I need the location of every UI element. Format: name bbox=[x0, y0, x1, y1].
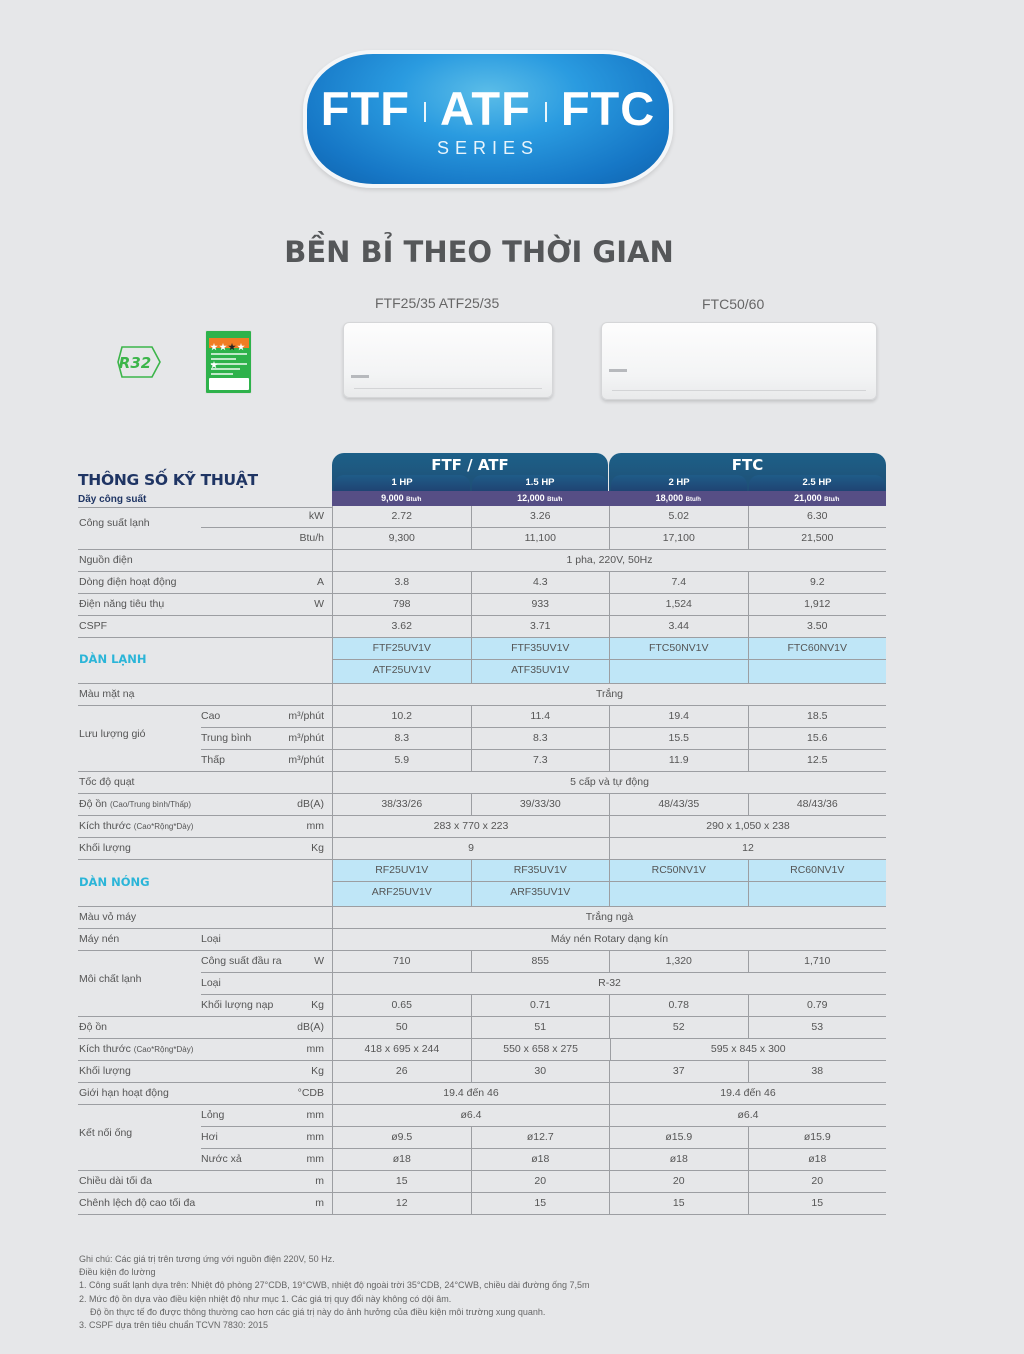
header-btu-3: 18,000 Btu/h bbox=[655, 493, 701, 503]
header-hp-2: 2 HP bbox=[611, 475, 747, 491]
indoor-unit-ftc-image bbox=[601, 322, 877, 400]
header-btu-4: 21,000 Btu/h bbox=[794, 493, 840, 503]
table-title: THÔNG SỐ KỸ THUẬT bbox=[78, 471, 258, 489]
table-row: Lưu lượng gió Cao m³/phút 10.2 11.4 19.4 18.5 bbox=[78, 706, 886, 728]
header-btu-2: 12,000 Btu/h bbox=[517, 493, 563, 503]
table-row: Công suất lạnh kW 2.72 3.26 5.02 6.30 bbox=[78, 506, 886, 528]
note-line: 2. Mức độ ồn dựa vào điều kiện nhiệt độ như mục 1. Các giá trị quy đổi này không có dội âm. bbox=[79, 1293, 452, 1304]
note-line: Điều kiện đo lường bbox=[79, 1267, 156, 1278]
footnotes bbox=[79, 1253, 590, 1332]
table-subtitle: Dãy công suất bbox=[78, 494, 147, 505]
indoor-unit-ftf-atf-image bbox=[343, 322, 553, 398]
energy-stars bbox=[209, 338, 249, 348]
note-line: 1. Công suất lạnh dựa trên: Nhiệt độ phòng 27°CDB, 19°CWB, nhiệt độ ngoài trời 35°CDB, 24°CWB, chiều dài đường ống 7,5m bbox=[79, 1280, 590, 1291]
header-btu-band bbox=[332, 491, 886, 506]
table-row: Hơi mm ø9.5 ø12.7 ø15.9 ø15.9 bbox=[78, 1127, 886, 1149]
table-row: Điện năng tiêu thụ W 798 933 1,524 1,912 bbox=[78, 594, 886, 616]
table-row: ATF25UV1V ATF35UV1V bbox=[78, 660, 886, 684]
table-row: Khối lượng Kg 26 30 37 38 bbox=[78, 1061, 886, 1083]
r32-refrigerant-icon bbox=[116, 345, 162, 379]
table-row: Nguồn điện 1 pha, 220V, 50Hz bbox=[78, 550, 886, 572]
table-row: Máy nén Loại Máy nén Rotary dạng kín bbox=[78, 929, 886, 951]
table-row: Loại R-32 bbox=[78, 973, 886, 995]
table-row: CSPF 3.62 3.71 3.44 3.50 bbox=[78, 616, 886, 638]
series-model-atf: ATF bbox=[439, 82, 531, 135]
header-btu-1: 9,000 Btu/h bbox=[381, 493, 422, 503]
table-row: Kích thước (Cao*Rộng*Dày) mm 283 x 770 x 223 290 x 1,050 x 238 bbox=[78, 816, 886, 838]
series-subtitle: SERIES bbox=[436, 138, 540, 158]
separator bbox=[424, 102, 426, 122]
series-title bbox=[307, 84, 669, 134]
table-row: Độ ồn dB(A) 50 51 52 53 bbox=[78, 1017, 886, 1039]
table-row: Khối lượng nạp Kg 0.65 0.71 0.78 0.79 bbox=[78, 995, 886, 1017]
table-row: Thấp m³/phút 5.9 7.3 11.9 12.5 bbox=[78, 750, 886, 772]
table-row: ARF25UV1V ARF35UV1V bbox=[78, 882, 886, 907]
note-line: Độ ồn thực tế đo được thông thường cao hơn các giá trị này do ảnh hưởng của điều kiện môi trường xung quanh. bbox=[90, 1306, 546, 1317]
unit-caption-ftf-atf: FTF25/35 ATF25/35 bbox=[375, 295, 500, 311]
series-model-ftc: FTC bbox=[560, 82, 656, 135]
headline: BỀN BỈ THEO THỜI GIAN bbox=[284, 235, 674, 269]
table-row: Khối lượng Kg 9 12 bbox=[78, 838, 886, 860]
table-row: Btu/h 9,300 11,100 17,100 21,500 bbox=[78, 528, 886, 550]
header-group-ftf-atf: FTF / ATF bbox=[332, 453, 608, 505]
header-hp-1: 1 HP bbox=[334, 475, 470, 491]
section-indoor: DÀN LẠNH bbox=[79, 652, 147, 666]
table-row: Dòng điện hoạt động A 3.8 4.3 7.4 9.2 bbox=[78, 572, 886, 594]
table-row: Nước xả mm ø18 ø18 ø18 ø18 bbox=[78, 1149, 886, 1171]
note-line: Ghi chú: Các giá trị trên tương ứng với nguồn điện 220V, 50 Hz. bbox=[79, 1254, 335, 1264]
note-line: 3. CSPF dựa trên tiêu chuẩn TCVN 7830: 2015 bbox=[79, 1320, 268, 1331]
series-badge bbox=[303, 50, 673, 188]
table-title-block bbox=[78, 471, 258, 489]
svg-text:R32: R32 bbox=[118, 354, 152, 372]
table-row: DÀN NÓNG RF25UV1V RF35UV1V RC50NV1V RC60NV1V bbox=[78, 860, 886, 882]
section-outdoor: DÀN NÓNG bbox=[79, 875, 150, 889]
header-group-ftc: FTC bbox=[609, 453, 886, 505]
table-row: Màu vỏ máy Trắng ngà bbox=[78, 907, 886, 929]
series-model-ftf: FTF bbox=[320, 82, 410, 135]
table-row: Trung bình m³/phút 8.3 8.3 15.5 15.6 bbox=[78, 728, 886, 750]
energy-label-icon bbox=[205, 330, 252, 394]
table-row: DÀN LẠNH FTF25UV1V FTF35UV1V FTC50NV1V FTC60NV1V bbox=[78, 638, 886, 660]
unit-caption-ftc: FTC50/60 bbox=[702, 296, 765, 312]
table-row: Độ ồn (Cao/Trung bình/Thấp) dB(A) 38/33/26 39/33/30 48/43/35 48/43/36 bbox=[78, 794, 886, 816]
row-label-cooling-capacity: Công suất lạnh bbox=[79, 517, 150, 529]
header-hp-2-5: 2.5 HP bbox=[749, 475, 885, 491]
table-row: Kết nối ống Lỏng mm ø6.4 ø6.4 bbox=[78, 1105, 886, 1127]
table-body bbox=[78, 506, 886, 1215]
table-row: Môi chất lạnh Công suất đầu ra W 710 855 1,320 1,710 bbox=[78, 951, 886, 973]
table-row: Giới hạn hoạt động °CDB 19.4 đến 46 19.4 đến 46 bbox=[78, 1083, 886, 1105]
separator bbox=[545, 102, 547, 122]
table-row: Màu mặt nạ Trắng bbox=[78, 684, 886, 706]
table-row: Chênh lệch độ cao tối đa m 12 15 15 15 bbox=[78, 1193, 886, 1215]
table-row: Tốc độ quạt 5 cấp và tự động bbox=[78, 772, 886, 794]
header-hp-1-5: 1.5 HP bbox=[472, 475, 608, 491]
table-row: Kích thước (Cao*Rộng*Dày) mm 418 x 695 x 244 550 x 658 x 275 595 x 845 x 300 bbox=[78, 1039, 886, 1061]
table-row: Chiều dài tối đa m 15 20 20 20 bbox=[78, 1171, 886, 1193]
